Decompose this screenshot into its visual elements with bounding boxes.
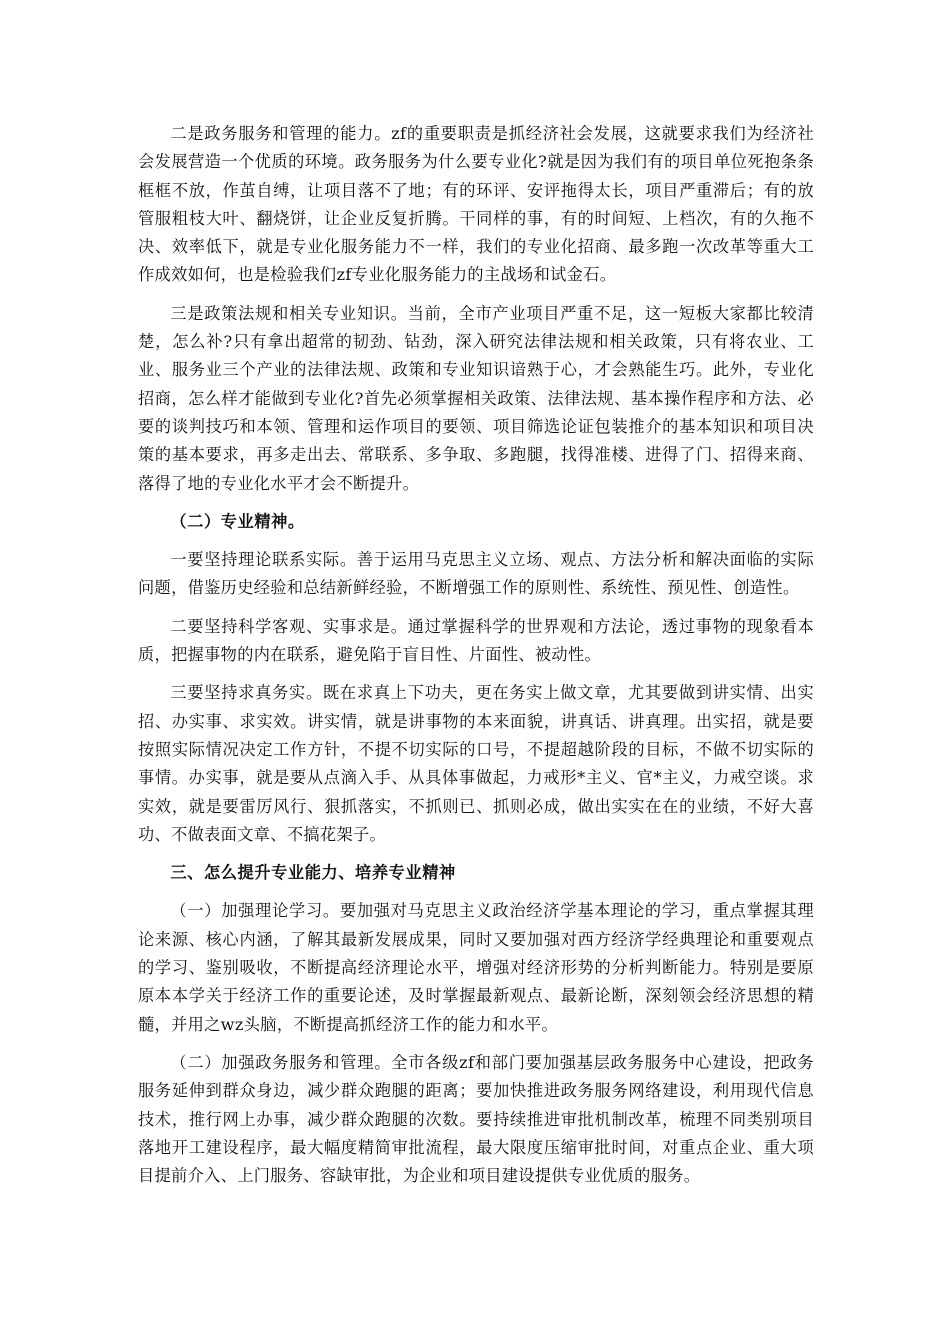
paragraph-objective-realistic: 二要坚持科学客观、实事求是。通过掌握科学的世界观和方法论，透过事物的现象看本质，把握事物的内在联系，避免陷于盲目性、片面性、被动性。: [138, 616, 814, 665]
document-body: [138, 120, 814, 1200]
paragraph-theory-practice: 一要坚持理论联系实际。善于运用马克思主义立场、观点、方法分析和解决面临的实际问题，借鉴历史经验和总结新鲜经验，不断增强工作的原则性、系统性、预见性、创造性。: [138, 550, 814, 598]
paragraph-government-service-capability: 二是政务服务和管理的能力。zf的重要职责是抓经济社会发展，这就要求我们为经济社会发展营造一个优质的环境。政务服务为什么要专业化?就是因为我们有的项目单位死抱条条框框不放，作茧自缚，让项目落不了地；有的环评、安评拖得太长，项目严重滞后；有的放管服粗枝大叶、翻烧饼，让企业反复折腾。干同样的事，有的时间短、上档次，有的久拖不决、效率低下，就是专业化服务能力不一样，我们的专业化招商、最多跑一次改革等重大工作成效如何，也是检验我们zf专业化服务能力的主战场和试金石。: [138, 124, 814, 285]
section-heading-how-to-improve: 三、怎么提升专业能力、培养专业精神: [170, 863, 456, 883]
subheading-professional-spirit: （二）专业精神。: [170, 511, 305, 531]
paragraph-government-service-management: （二）加强政务服务和管理。全市各级zf和部门要加强基层政务服务中心建设，把政务服务延伸到群众身边，减少群众跑腿的距离；要加快推进政务服务网络建设，利用现代信息技术，推行网上办事，减少群众跑腿的次数。要持续推进审批机制改革，梳理不同类别项目落地开工建设程序，最大幅度精简审批流程，最大限度压缩审批时间，对重点企业、重大项目提前介入、上门服务、容缺审批，为企业和项目建设提供专业优质的服务。: [138, 1052, 814, 1186]
paragraph-theory-study: （一）加强理论学习。要加强对马克思主义政治经济学基本理论的学习，重点掌握其理论来源、核心内涵，了解其最新发展成果，同时又要加强对西方经济学经典理论和重要观点的学习、鉴别吸收，不断提高经济理论水平，增强对经济形势的分析判断能力。特别是要原原本本学关于经济工作的重要论述，及时掌握最新观点、最新论断，深刻领会经济思想的精髓，并用之wz头脑，不断提高抓经济工作的能力和水平。: [138, 901, 814, 1034]
paragraph-pragmatic: 三要坚持求真务实。既在求真上下功夫，更在务实上做文章，尤其要做到讲实情、出实招、办实事、求实效。讲实情，就是讲事物的本来面貌，讲真话、讲真理。出实招，就是要按照实际情况决定工作方针，不提不切实际的口号，不提超越阶段的目标，不做不切实际的事情。办实事，就是要从点滴入手、从具体事做起，力戒形*主义、官*主义，力戒空谈。求实效，就是要雷厉风行、狠抓落实，不抓则已、抓则必成，做出实实在在的业绩，不好大喜功、不做表面文章、不搞花架子。: [138, 683, 814, 844]
paragraph-policy-knowledge: 三是政策法规和相关专业知识。当前，全市产业项目严重不足，这一短板大家都比较清楚，怎么补?只有拿出超常的韧劲、钻劲，深入研究法律法规和相关政策，只有将农业、工业、服务业三个产业的法律法规、政策和专业知识谙熟于心，才会熟能生巧。此外，专业化招商，怎么样才能做到专业化?首先必须掌握相关政策、法律法规、基本操作程序和方法、必要的谈判技巧和本领、管理和运作项目的要领、项目筛选论证包装推介的基本知识和项目决策的基本要求，再多走出去、常联系、多争取、多跑腿，找得准楼、进得了门、招得来商、落得了地的专业化水平才会不断提升。: [138, 303, 814, 493]
